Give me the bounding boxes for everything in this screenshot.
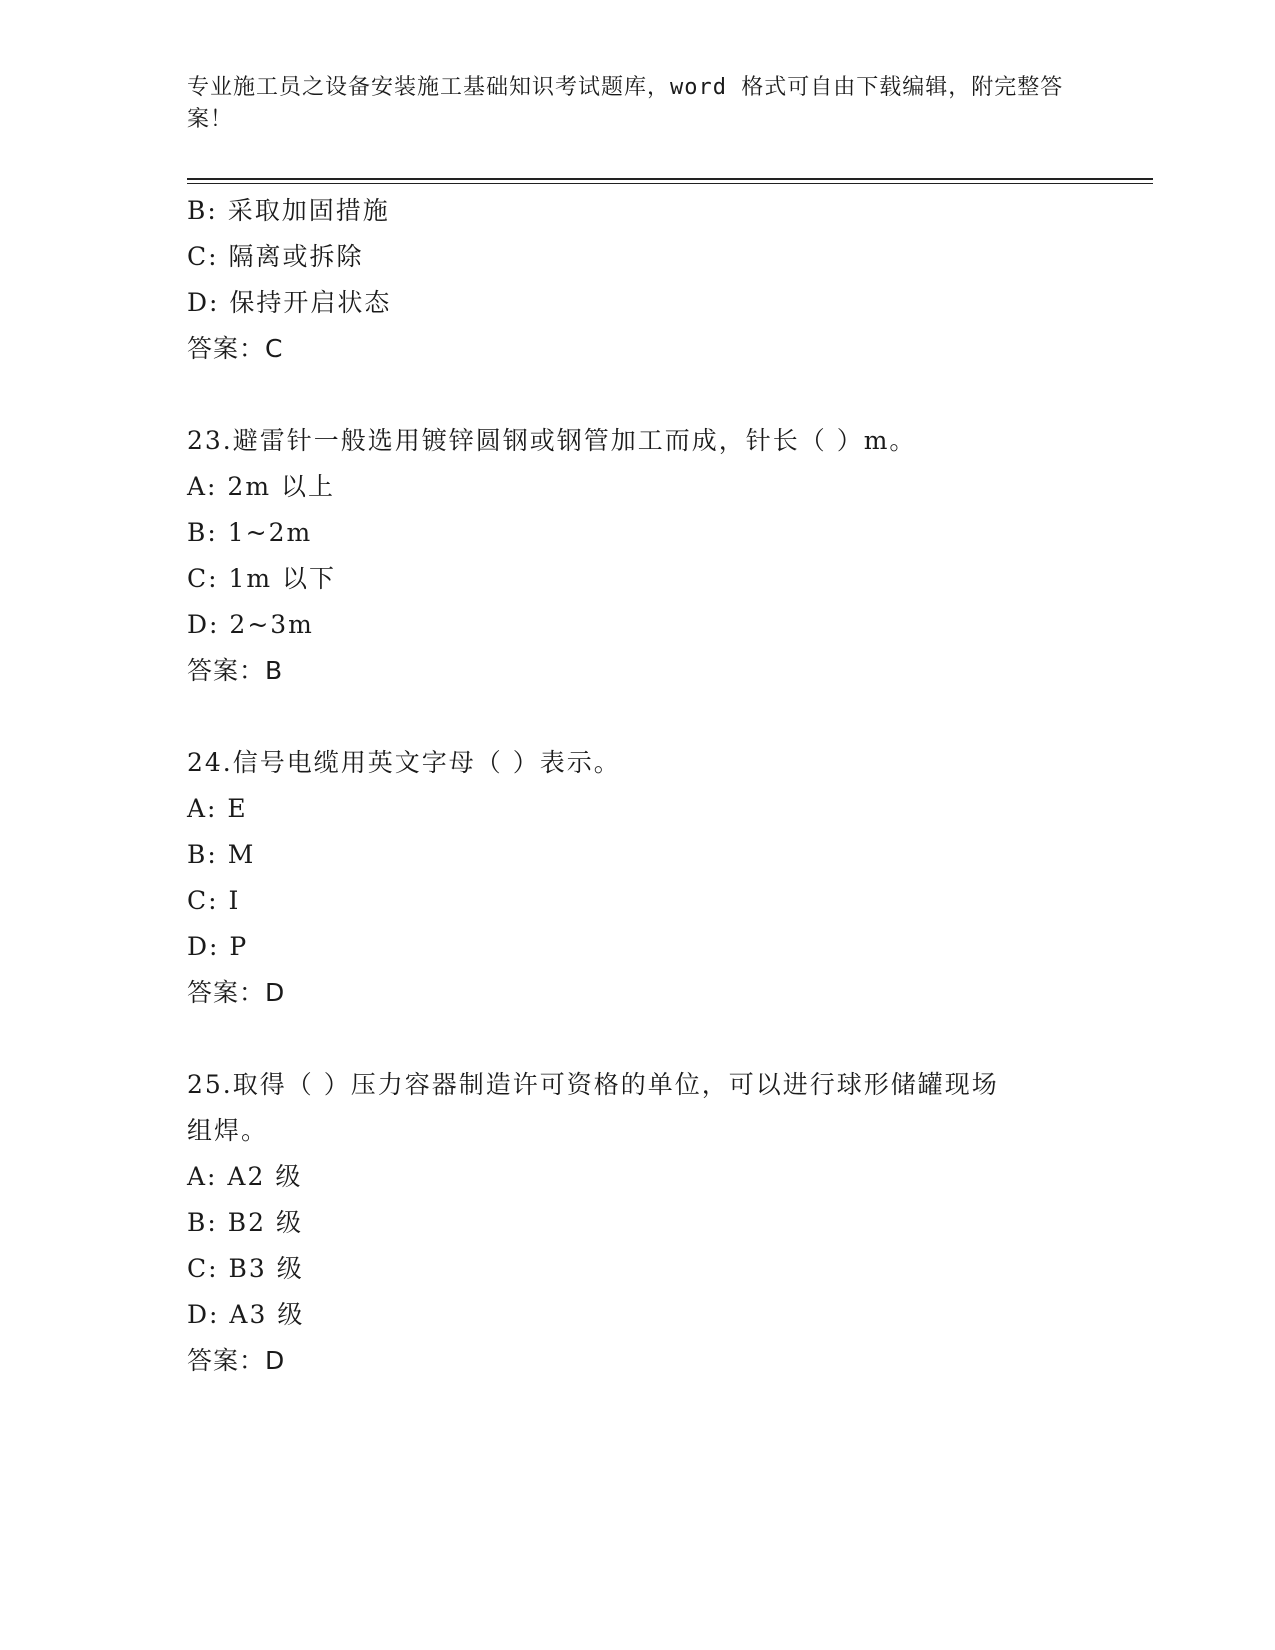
option-d: D: P [187,932,249,961]
option-a: A: A2 级 [187,1162,303,1191]
option-d: D: 保持开启状态 [187,288,392,317]
option-b: B: 1~2m [187,518,313,547]
answer: 答案：B [187,656,284,685]
option-c: C: B3 级 [187,1254,304,1283]
header-rule-thick [187,178,1153,180]
option-c: C: 隔离或拆除 [187,242,364,271]
spacer [187,372,1087,418]
document-header: 专业施工员之设备安装施工基础知识考试题库，word 格式可自由下载编辑，附完整答案！ [187,75,1064,132]
option-d: D: A3 级 [187,1300,305,1329]
option-b: B: B2 级 [187,1208,303,1237]
question-text-line-2: 组焊。 [187,1116,269,1145]
question-text-line-1: 25.取得（ ）压力容器制造许可资格的单位，可以进行球形储罐现场 [187,1070,999,1099]
header-rule-thin [187,183,1153,184]
question-list [187,188,1087,1384]
question-22-tail [187,188,1087,372]
spacer [187,694,1087,740]
question-24 [187,740,1087,1016]
question-text: 23.避雷针一般选用镀锌圆钢或钢管加工而成，针长（ ）m。 [187,426,917,455]
question-25 [187,1062,1087,1384]
option-c: C: I [187,886,241,915]
answer: 答案：D [187,978,286,1007]
option-b: B: M [187,840,256,869]
answer: 答案：C [187,334,284,363]
option-a: A: 2m 以上 [187,472,335,501]
option-c: C: 1m 以下 [187,564,337,593]
option-b: B: 采取加固措施 [187,196,390,225]
option-a: A: E [187,794,248,823]
option-d: D: 2~3m [187,610,314,639]
question-23 [187,418,1087,694]
spacer [187,1016,1087,1062]
question-text: 24.信号电缆用英文字母（ ）表示。 [187,748,621,777]
answer: 答案：D [187,1346,286,1375]
